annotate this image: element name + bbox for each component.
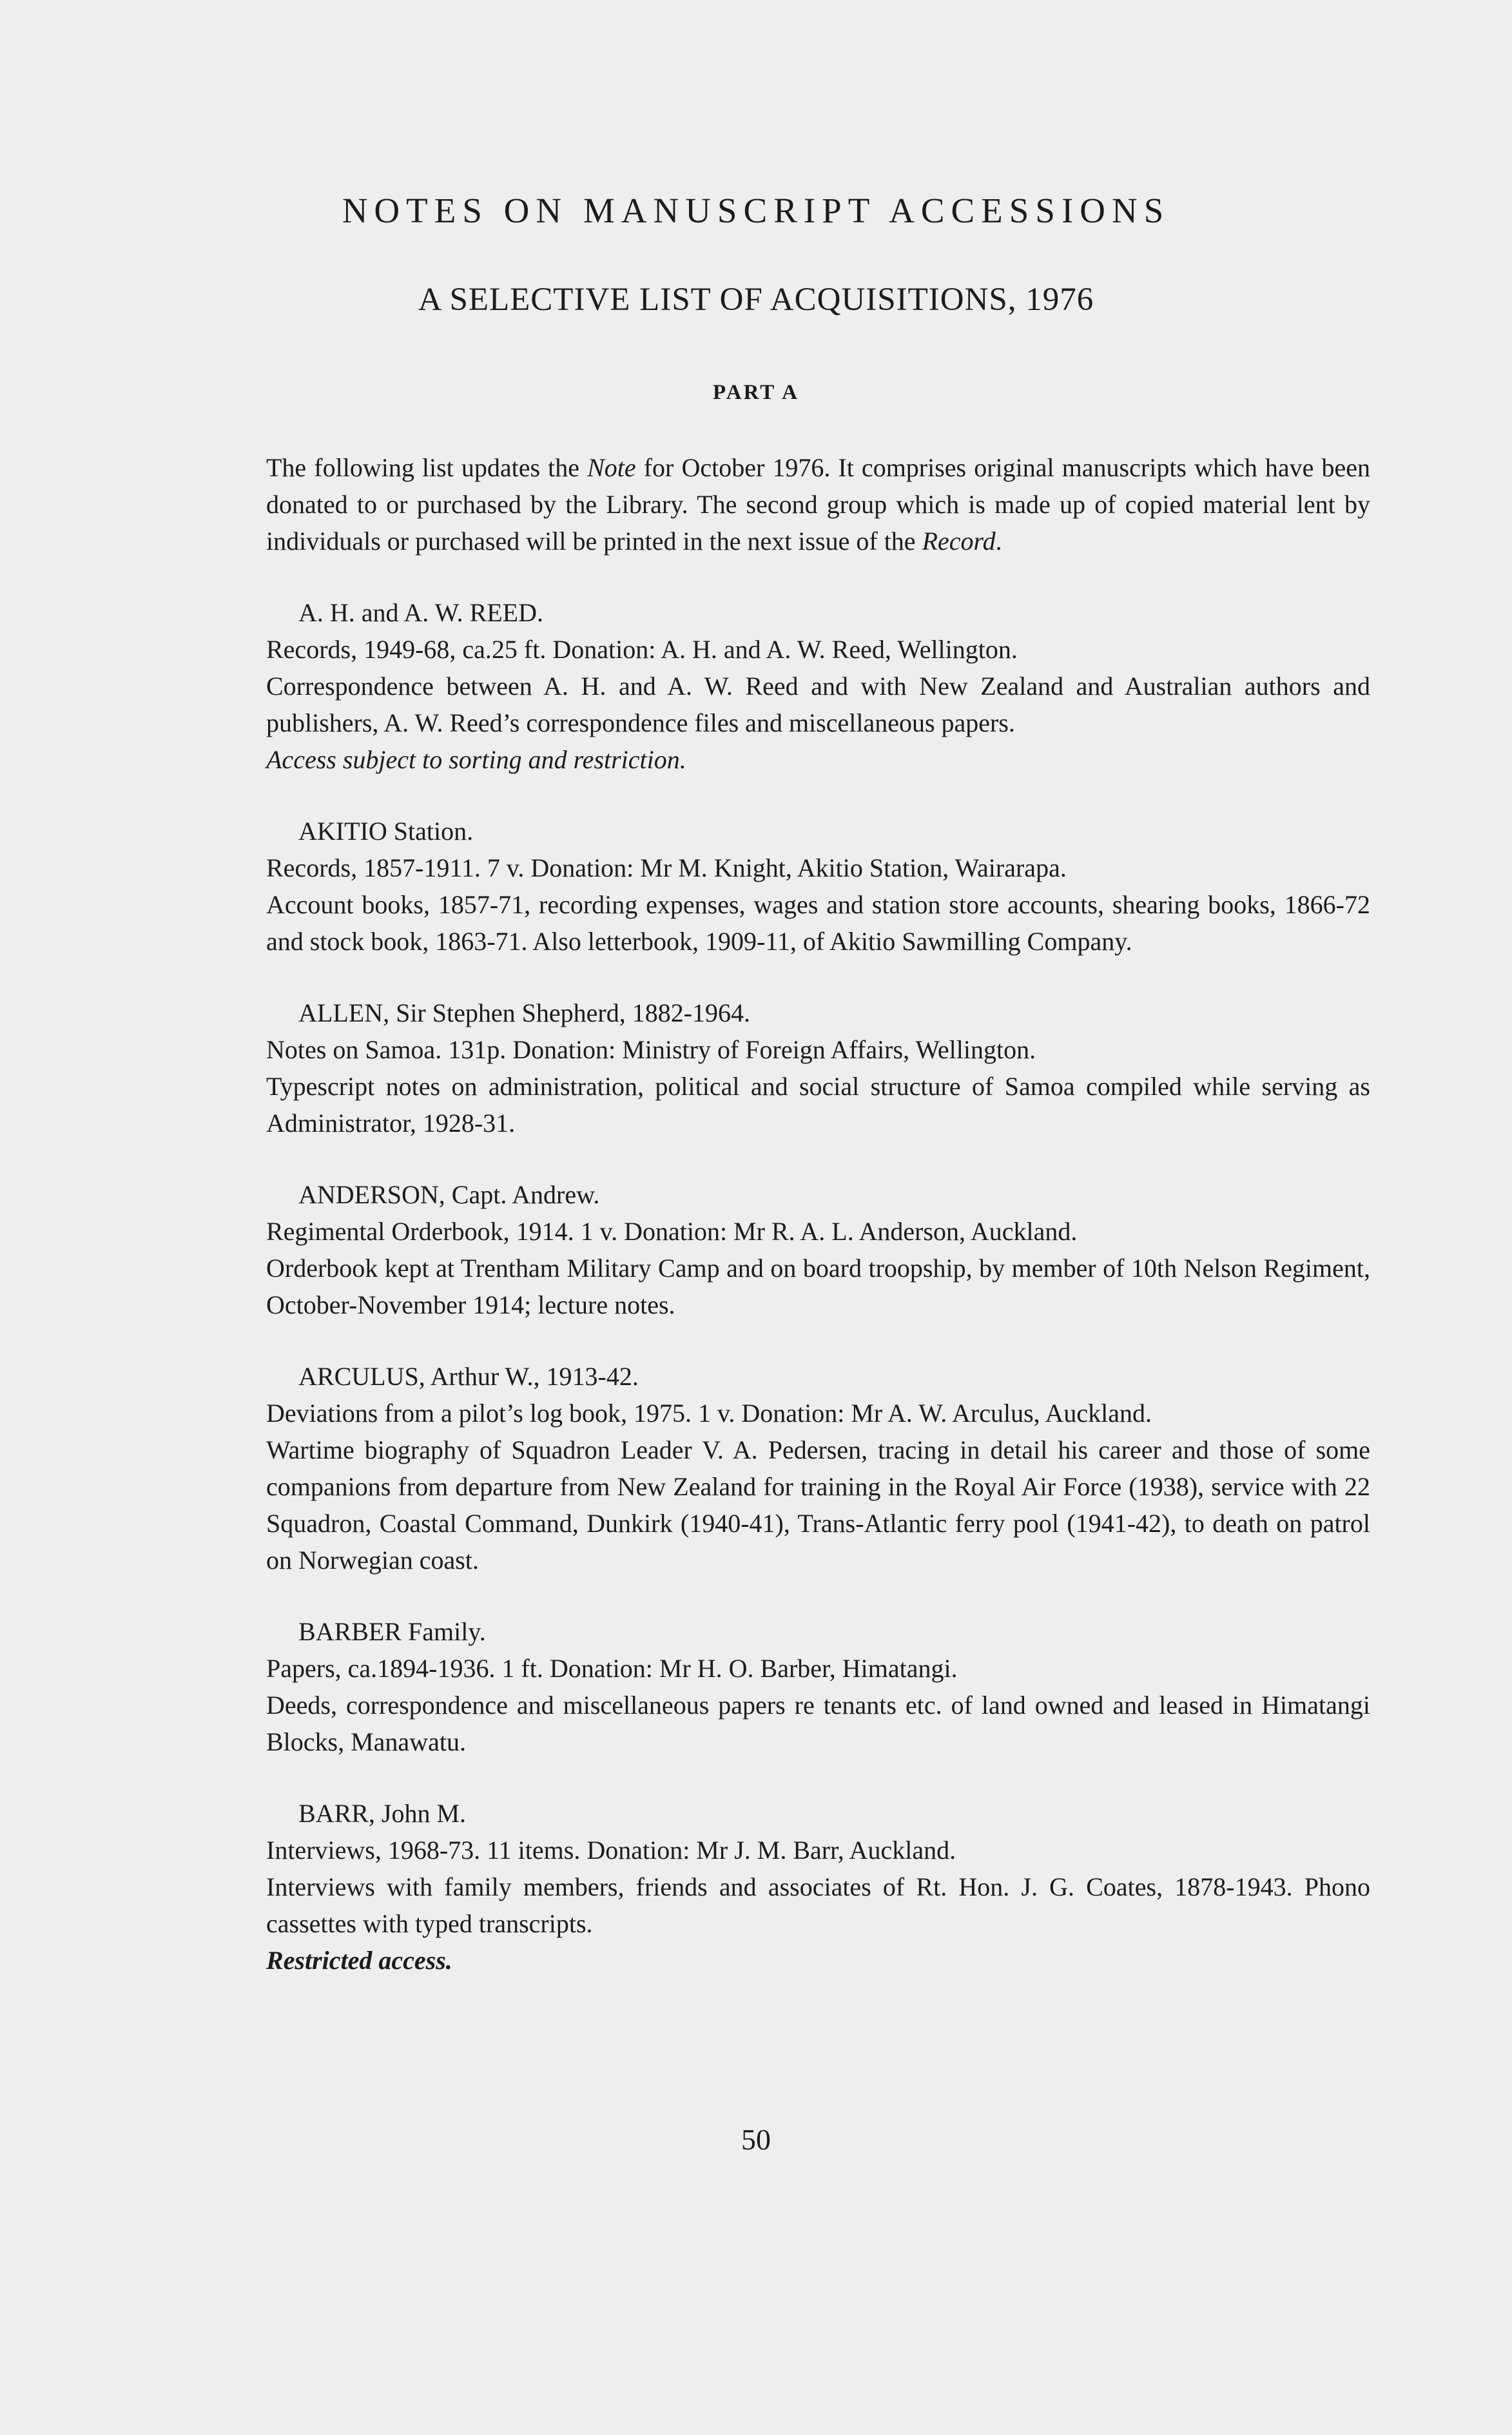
accession-entry-barber: [266, 1613, 1370, 1760]
entry-heading: BARR, John M.: [298, 1799, 467, 1828]
entry-heading: ARCULUS, Arthur W., 1913-42.: [298, 1362, 639, 1391]
entry-heading: ANDERSON, Capt. Andrew.: [298, 1180, 600, 1209]
entry-record: Deviations from a pilot’s log book, 1975. 1 v. Donation: Mr A. W. Arculus, Auckland.: [266, 1399, 1152, 1428]
intro-text: The following list updates the: [266, 453, 588, 482]
accession-entry-allen: [266, 994, 1370, 1141]
entry-record: Interviews, 1968-73. 11 items. Donation: Mr J. M. Barr, Auckland.: [266, 1836, 956, 1865]
intro-record-title: Record: [922, 527, 996, 556]
entry-description: Wartime biography of Squadron Leader V. A. Pedersen, tracing in detail his career and those of some companions from departure from New Zealand for training in the Royal Air Force (1938), service with 22 Squadron, Coastal Command, Dunkirk (1940-41), Trans-Atlantic ferry pool (1941-42), to death on patrol on Norwegian coast.: [266, 1435, 1370, 1575]
main-content: [266, 449, 1370, 1979]
accession-entry-anderson: [266, 1176, 1370, 1323]
entry-heading: ALLEN, Sir Stephen Shepherd, 1882-1964.: [298, 998, 751, 1027]
entry-heading: AKITIO Station.: [298, 817, 474, 846]
entry-record: Papers, ca.1894-1936. 1 ft. Donation: Mr H. O. Barber, Himatangi.: [266, 1654, 958, 1683]
page-title: NOTES ON MANUSCRIPT ACCESSIONS: [342, 191, 1170, 230]
intro-note-title: Note: [587, 453, 636, 482]
accession-entry-akitio: [266, 813, 1370, 960]
accession-entry-reed: [266, 594, 1370, 778]
entry-description: Deeds, correspondence and miscellaneous papers re tenants etc. of land owned and leased in Himatangi Blocks, Manawatu.: [266, 1691, 1370, 1756]
intro-text: .: [995, 527, 1002, 556]
entry-record: Records, 1949-68, ca.25 ft. Donation: A. H. and A. W. Reed, Wellington.: [266, 635, 1018, 664]
accession-entry-barr: [266, 1795, 1370, 1979]
entry-description: Interviews with family members, friends and associates of Rt. Hon. J. G. Coates, 1878-1943. Phono cassettes with typed transcripts.: [266, 1872, 1370, 1938]
part-label: PART A: [713, 381, 799, 404]
entry-description: Typescript notes on administration, political and social structure of Samoa compiled while serving as Administrator, 1928-31.: [266, 1072, 1370, 1138]
entry-description: Correspondence between A. H. and A. W. Reed and with New Zealand and Australian authors and publishers, A. W. Reed’s correspondence files and miscellaneous papers.: [266, 672, 1370, 737]
page-number: 50: [741, 2123, 771, 2156]
intro-text: for October 1976. It comprises original manuscripts which have been donated to or purchased by the Library. The second group which is made up of copied material lent by individuals or purchased will be printed in the next issue of the: [266, 453, 1370, 556]
page-subtitle: A SELECTIVE LIST OF ACQUISITIONS, 1976: [418, 282, 1094, 318]
entry-access-note: Restricted access.: [266, 1946, 452, 1975]
entry-description: Orderbook kept at Trentham Military Camp and on board troopship, by member of 10th Nelson Regiment, October-November 1914; lecture notes.: [266, 1254, 1370, 1319]
entry-record: Records, 1857-1911. 7 v. Donation: Mr M. Knight, Akitio Station, Wairarapa.: [266, 853, 1067, 882]
entry-heading: BARBER Family.: [298, 1617, 486, 1646]
entry-record: Notes on Samoa. 131p. Donation: Ministry of Foreign Affairs, Wellington.: [266, 1035, 1036, 1064]
intro-paragraph: [266, 449, 1370, 559]
entry-heading: A. H. and A. W. REED.: [298, 598, 543, 627]
entry-description: Account books, 1857-71, recording expenses, wages and station store accounts, shearing books, 1866-72 and stock book, 1863-71. Also letterbook, 1909-11, of Akitio Sawmilling Company.: [266, 890, 1370, 956]
entry-access-note: Access subject to sorting and restriction.: [266, 745, 686, 774]
entry-record: Regimental Orderbook, 1914. 1 v. Donation: Mr R. A. L. Anderson, Auckland.: [266, 1217, 1078, 1246]
accession-entry-arculus: [266, 1358, 1370, 1578]
